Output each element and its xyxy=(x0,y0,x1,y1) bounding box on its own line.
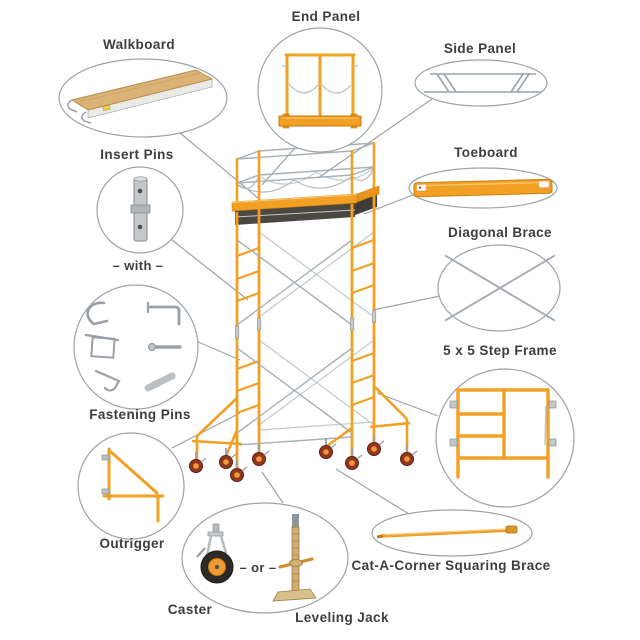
label-with-connector: – with – xyxy=(112,258,164,273)
label-step-frame: 5 x 5 Step Frame xyxy=(443,343,557,358)
label-outrigger: Outrigger xyxy=(99,536,165,551)
label-fastening-pins: Fastening Pins xyxy=(89,407,191,422)
connector-fastening-pins xyxy=(196,341,240,360)
callout-connector-lines xyxy=(172,99,440,514)
connector-diagonal-brace xyxy=(373,296,440,310)
bubble-side-panel xyxy=(415,60,547,106)
label-diagonal-brace: Diagonal Brace xyxy=(448,225,552,240)
toeboard-illustration xyxy=(414,179,552,197)
label-leveling-jack: Leveling Jack xyxy=(295,610,389,625)
label-insert-pins: Insert Pins xyxy=(100,147,174,162)
connector-cat-a-corner xyxy=(336,469,409,514)
scaffold-tower xyxy=(190,142,418,482)
label-toeboard: Toeboard xyxy=(454,145,518,160)
label-side-panel: Side Panel xyxy=(443,41,517,56)
label-walkboard: Walkboard xyxy=(102,37,176,52)
label-cat-a-corner: Cat-A-Corner Squaring Brace xyxy=(351,558,551,573)
label-or-connector: – or – xyxy=(239,560,277,575)
bubble-outrigger xyxy=(78,433,184,539)
connector-caster-jack xyxy=(262,472,283,503)
label-caster: Caster xyxy=(167,602,213,617)
label-end-panel: End Panel xyxy=(291,9,361,24)
insert-pin-illustration xyxy=(131,177,150,241)
